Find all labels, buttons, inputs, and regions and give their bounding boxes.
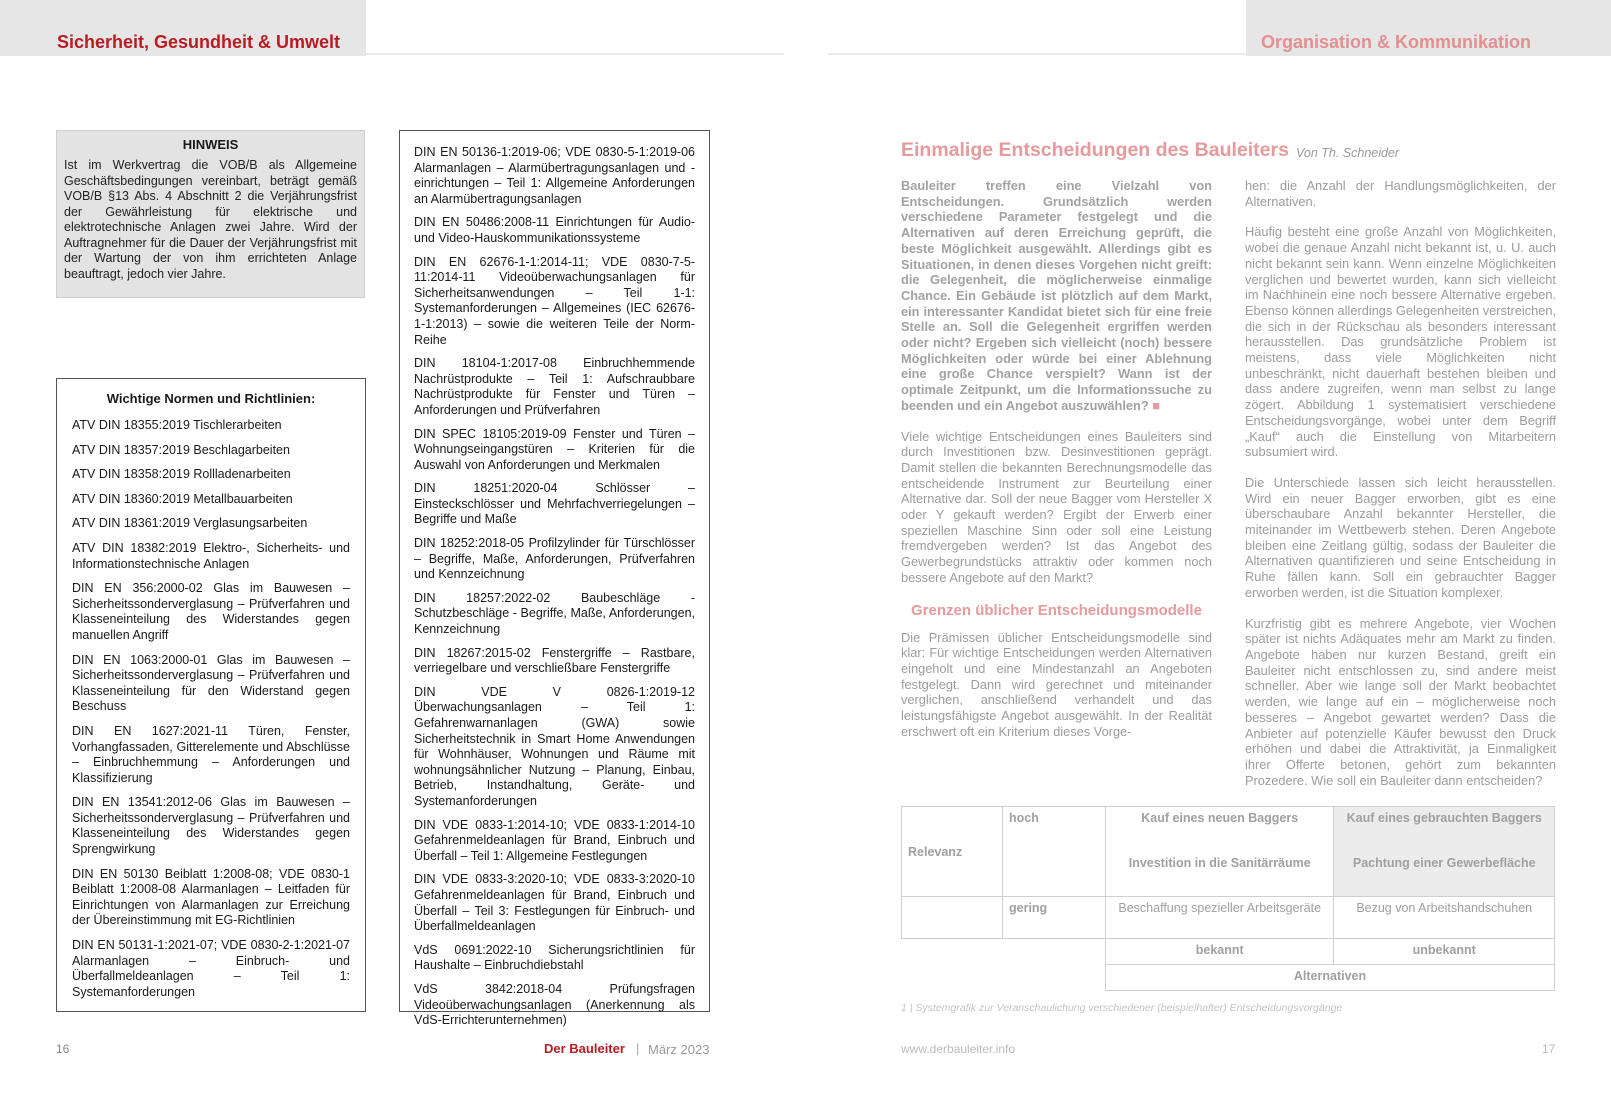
norm-item: DIN EN 50131-1:2021-07; VDE 0830-2-1:2021-07 Alarmanlagen – Einbruch- und Überfallmeldeanlagen – Teil 1: Systemanforderungen xyxy=(72,938,350,999)
website-link[interactable]: www.derbauleiter.info xyxy=(901,1042,1016,1056)
norm-item: DIN EN 50136-1:2019-06; VDE 0830-5-1:2019-06 Alarmanlagen – Alarmübertragungsanlagen und -einrichtungen – Teil 1: Allgemeine Anforderungen an Alarmübertragungsanlagen xyxy=(414,145,695,206)
alternatives-known-label: bekannt xyxy=(1106,939,1334,965)
alternatives-unknown-label: unbekannt xyxy=(1334,939,1555,965)
alternatives-axis-label: Alternativen xyxy=(1106,965,1555,991)
relevance-label: Relevanz xyxy=(902,807,1003,897)
cell-high-unknown-1: Kauf eines gebrauchten Baggers xyxy=(1334,807,1555,852)
page-number-left: 16 xyxy=(56,1042,70,1056)
article-column-2 xyxy=(1245,178,1556,803)
article-subheading: Grenzen üblicher Entscheidungsmodelle xyxy=(911,601,1202,619)
norm-item: DIN EN 1063:2000-01 Glas im Bauwesen – Sicherheitssonderverglasung – Prüfverfahren und Klasseneinteilung für den Widerstand gegen Beschuss xyxy=(72,652,350,714)
article-column-1 xyxy=(901,178,1212,755)
matrix-empty-cell xyxy=(902,897,1003,939)
article-lead xyxy=(901,178,1212,414)
footer-separator: | xyxy=(636,1041,640,1056)
article-paragraph: Viele wichtige Entscheidungen eines Bauleiters sind durch Investitionen bzw. Desinvestitionen geprägt. Damit stellen die bekannten Berechnungsmodelle das entscheidende Instrument zur Beurteilung einer Alternative dar. Soll der neue Bagger vom Hersteller X oder Y gekauft werden? Ergibt der Erwerb einer speziellen Maschine Sinn oder soll eine Leistung fremdvergeben werden? Ist das Angebot des Gewerbegrundstücks attraktiv oder kommen noch bessere Angebote auf den Markt? xyxy=(901,428,1212,585)
section-title-left: Sicherheit, Gesundheit & Umwelt xyxy=(57,32,341,52)
norm-item: DIN 18252:2018-05 Profilzylinder für Türschlösser – Begriffe, Maße, Anforderungen, Prüfverfahren und Kennzeichnung xyxy=(414,536,695,582)
norm-item: DIN VDE V 0826-1:2019-12 Überwachungsanlagen – Teil 1: Gefahrenwarnanlagen (GWA) sowie Sicherheitstechnik in Smart Home Anwendungen für Wohnhäuser, Wohnungen und Räume mit wohnungsähnlicher Nutzung – Planung, Einbau, Betrieb, Instandhaltung, Geräte- und Systemanforderungen xyxy=(414,684,695,808)
norm-item: DIN VDE 0833-3:2020-10; VDE 0833-3:2020-10 Gefahrenmeldeanlagen für Brand, Einbruch und Überfall – Teil 3: Festlegungen für Einbruch- und Überfallmeldeanlagen xyxy=(414,872,695,934)
magazine-name: Der Bauleiter xyxy=(544,1041,625,1056)
relevance-low-label: gering xyxy=(1003,897,1106,939)
article-paragraph: Die Prämissen üblicher Entscheidungsmodelle sind klar: Für wichtige Entscheidungen werden Alternativen eingeholt und eine Mindestanzahl an Angeboten festgelegt. Dann wird gerechnet und miteinander verglichen, anschließend verhandelt und das leistungsfähigste Angebot ausgewählt. In der Realität erschwert oft ein Kriterium dieses Vorge- xyxy=(901,629,1212,739)
norm-item: DIN SPEC 18105:2019-09 Fenster und Türen – Wohnungseingangstüren – Kriterien für die Auswahl von Anforderungen und Merkmalen xyxy=(414,426,695,472)
cell-low-known: Beschaffung spezieller Arbeitsgeräte xyxy=(1106,897,1334,939)
norm-item: DIN 18104-1:2017-08 Einbruchhemmende Nachrüstprodukte – Teil 1: Aufschraubbare Nachrüstprodukte für Fenster und Türen – Anforderungen und Prüfverfahren xyxy=(414,356,695,417)
cell-low-unknown: Bezug von Arbeitshandschuhen xyxy=(1334,897,1555,939)
norms-box-col1 xyxy=(56,378,366,1012)
article-paragraph: Häufig besteht eine große Anzahl von Möglichkeiten, wobei die genaue Anzahl nicht bekannt ist, u. U. auch nicht bekannt sein kann. Wenn einzelne Möglichkeiten verglichen und bewertet wurden, kann sich vielleicht im Nachhinein eine noch bessere Alternative ergeben. Ebenso können allerdings Gelegenheiten verstreichen, die sich in der Rückschau als besonders interessant herausstellen. Das grundsätzliche Problem ist meistens, dass viele Möglichkeiten nicht unbeschränkt, nicht dauerhaft bestehen bleiben und dass andere zugreifen, wenn man selbst zu lange zögert. Abbildung 1 systematisiert verschiedene Entscheidungsvorgänge, wobei unter dem Begriff „Kauf“ auch die Einstellung von Mitarbeitern subsumiert wird. xyxy=(1245,224,1556,460)
norm-item: ATV DIN 18361:2019 Verglasungsarbeiten xyxy=(72,516,308,531)
article-paragraph: Kurzfristig gibt es mehrere Angebote, vier Wochen später ist nichts Adäquates mehr am Markt zu finden. Angebote haben nur kurzen Bestand, greift ein Bauleiter nicht entschlossen zu, sind andere meist schneller. Aber wie lange soll der Markt beobachtet werden, wie lange auf ein – möglicherweise noch besseres – Angebot gewartet werden? Dass die Anbieter auf potenzielle Käufer bewusst den Druck erhöhen und dabei die Attraktivität, ja Einmaligkeit ihrer Offerte betonen, gehört zum bekannten Prozedere. Wie soll ein Bauleiter dann entscheiden? xyxy=(1245,615,1556,788)
hint-text: Ist im Werkvertrag die VOB/B als Allgemeine Geschäftsbedingungen vereinbart, beträgt gemäß VOB/B §13 Abs. 4 Abschnitt 2 die Verjährungsfrist der Gewährleistung für elektrische und elektrotechnische Anlagen zwei Jahre. Wird der Auftragnehmer für die Dauer der Verjährungsfrist mit der Wartung der von ihm errichteten Anlage beauftragt, jedoch vier Jahre. xyxy=(64,158,357,281)
article-author: Von Th. Schneider xyxy=(1296,146,1400,160)
decision-matrix xyxy=(901,806,1555,991)
section-title-right: Organisation & Kommunikation xyxy=(1261,32,1532,52)
norm-item: DIN EN 13541:2012-06 Glas im Bauwesen – Sicherheitssonderverglasung – Prüfverfahren und Klasseneinteilung des Widerstandes gegen Sprengwirkung xyxy=(72,795,350,857)
norm-item: DIN 18257:2022-02 Baubeschläge - Schutzbeschläge - Begriffe, Maße, Anforderungen, Kennzeichnung xyxy=(414,590,695,637)
matrix-empty-cell xyxy=(902,939,1003,965)
article-paragraph: hen: die Anzahl der Handlungsmöglichkeiten, der Alternativen. xyxy=(1245,178,1556,209)
cell-high-known-2: Investition in die Sanitärräume xyxy=(1106,852,1334,897)
hint-box xyxy=(56,130,365,298)
norm-item: DIN 18251:2020-04 Schlösser – Einsteckschlösser und Mehrfachverriegelungen – Begriffe und Maße xyxy=(414,481,695,527)
issue-date: März 2023 xyxy=(648,1042,710,1057)
norm-item: DIN EN 1627:2021-11 Türen, Fenster, Vorhangfassaden, Gitterelemente und Abschlüsse – Einbruchhemmung – Anforderungen und Klassifizierung xyxy=(72,723,350,785)
norm-item: ATV DIN 18382:2019 Elektro-, Sicherheits- und Informationstechnische Anlagen xyxy=(72,540,350,571)
article-lead-text: Bauleiter treffen eine Vielzahl von Entscheidungen. Grundsätzlich werden verschiedene Parameter festgelegt und die Alternativen auf deren Erreichung geprüft, die beste Möglichkeit ausgewählt. Allerdings gibt es Situationen, in denen dieses Vorgehen nicht greift: die Gelegenheit, die möglicherweise einmalige Chance. Ein Gebäude ist plötzlich auf dem Markt, ein interessanter Kandidat bietet sich für eine freie Stelle an. Soll die Gelegenheit ergriffen werden oder nicht? Ergeben sich vielleicht (noch) bessere Möglichkeiten oder würde bei einer Ablehnung eine große Chance verspielt? Wann ist der optimale Zeitpunkt, um die Informationssuche zu beenden und ein Angebot auszuwählen? xyxy=(901,178,1212,413)
matrix-empty-cell xyxy=(1003,939,1106,965)
page-number-right: 17 xyxy=(1542,1042,1556,1056)
cell-high-unknown-2: Pachtung einer Gewerbefläche xyxy=(1334,852,1555,897)
norms-title: Wichtige Normen und Richtlinien: xyxy=(106,391,316,406)
norm-item: DIN EN 62676-1-1:2014-11; VDE 0830-7-5-11:2014-11 Videoüberwachungsanlagen für Sicherheitsanwendungen – Teil 1-1: Systemanforderungen – Allgemeines (IEC 62676-1-1:2013) – sowie die weiteren Teile der Norm-Reihe xyxy=(414,254,695,347)
matrix-empty-cell xyxy=(902,965,1003,991)
norm-item: DIN EN 356:2000-02 Glas im Bauwesen – Sicherheitssonderverglasung – Prüfverfahren und Klasseneinteilung des Widerstandes gegen manuellen Angriff xyxy=(72,581,350,642)
article-paragraph: Die Unterschiede lassen sich leicht herausstellen. Wird ein neuer Bagger erworben, gibt es eine überschaubare Anzahl bekannter Hersteller, die miteinander im Wettbewerb stehen. Deren Angebote bleiben eine Zeitlang gültig, sodass der Bauleiter die Alternativen quantifizieren und seine Entscheidung in Ruhe fällen kann. Soll ein gebrauchter Bagger erworben werden, ist die Situation komplexer. xyxy=(1245,474,1556,600)
header-divider-right xyxy=(828,53,1246,55)
article-title: Einmalige Entscheidungen des Bauleiters xyxy=(901,139,1289,161)
norms-box-col2 xyxy=(399,130,710,1028)
figure-caption: 1 | Systemgrafik zur Veranschaulichung verschiedener (beispielhafter) Entscheidungsvorgänge xyxy=(901,1002,1343,1014)
relevance-high-label: hoch xyxy=(1003,807,1106,897)
norm-item: ATV DIN 18358:2019 Rollladenarbeiten xyxy=(72,467,291,482)
norm-item: DIN EN 50130 Beiblatt 1:2008-08; VDE 0830-1 Beiblatt 1:2008-08 Alarmanlagen – Leitfaden für Einrichtungen von Alarmanlagen zur Erreichung der Übereinstimmung mit EG-Richtlinien xyxy=(72,866,350,928)
norm-item: VdS 0691:2022-10 Sicherungsrichtlinien für Haushalte – Einbruchdiebstahl xyxy=(414,942,695,973)
norm-item: ATV DIN 18355:2019 Tischlerarbeiten xyxy=(72,418,282,432)
norm-item: VdS 3842:2018-04 Prüfungsfragen Videoüberwachungsanlagen (Anerkennung als VdS-Errichterunternehmen) xyxy=(414,981,695,1028)
norm-item: DIN EN 50486:2008-11 Einrichtungen für Audio- und Video-Hauskommunikationssysteme xyxy=(414,215,695,245)
norm-item: ATV DIN 18357:2019 Beschlagarbeiten xyxy=(72,442,290,457)
matrix-empty-cell xyxy=(1003,965,1106,991)
norm-item: ATV DIN 18360:2019 Metallbauarbeiten xyxy=(72,491,293,506)
hint-title: HINWEIS xyxy=(182,137,239,152)
norm-item: DIN VDE 0833-1:2014-10; VDE 0833-1:2014-10 Gefahrenmeldeanlagen für Brand, Einbruch und Überfall – Teil 1: Allgemeine Festlegungen xyxy=(414,817,695,863)
norm-item: DIN 18267:2015-02 Fenstergriffe – Rastbare, verriegelbare und verschließbare Fenstergriffe xyxy=(414,645,695,676)
lead-end-marker: ■ xyxy=(1152,397,1160,413)
cell-high-known-1: Kauf eines neuen Baggers xyxy=(1106,807,1334,852)
header-divider-left xyxy=(366,53,784,55)
